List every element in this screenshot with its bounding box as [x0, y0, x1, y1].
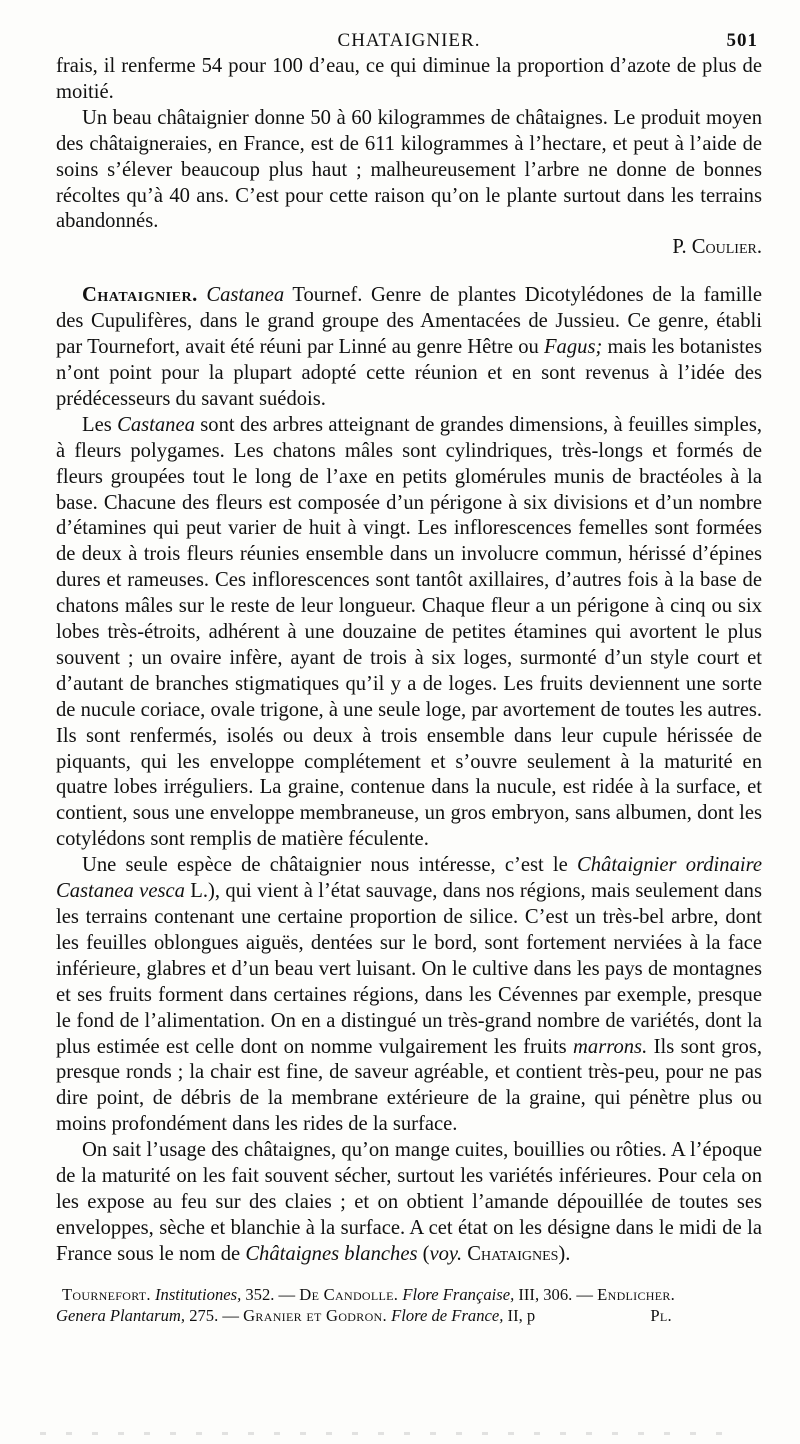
entry-text: On sait l’usage des châtaignes, qu’on mange cuites, bouillies ou rôties. A l’époque de la maturité on les fait souvent sécher, surtout les variétés inférieures. Pour cela on les expose au feu sur des claies ; et on obtient l’amande dépouillée de toutes ses enveloppes, sèche et blanchie à la surface. A cet état on les désigne dans le midi de la France sous le nom de	[56, 1139, 762, 1265]
reference-work: Genera Plantarum,	[56, 1305, 186, 1325]
bibliography-line-1	[56, 1284, 762, 1305]
entry-text: L.), qui vient à l’état sauvage, dans nos régions, mais seulement dans les terrains contenant une certaine proportion de silice. C’est un très-bel arbre, dont les feuilles oblongues aiguës, dentées sur le bord, sont fortement nerviées à la face inférieure, glabres et d’un beau vert luisant. On le cultive dans les pays de montagnes et ses fruits forment dans certaines régions, dans les Cévennes par exemple, presque le fond de l’alimentation. On en a distingué un très-grand nombre de variétés, dont la plus estimée est celle dont on nomme vulgairement les fruits	[56, 880, 762, 1058]
entry-text: Ils sont gros, presque ronds ; la chair est fine, de saveur agréable, et contient très-peu, pour ne pas dire point, de débris de la membrane extérieure de la graine, qui pénètre plus ou moins profondément dans les rides de la surface.	[56, 1035, 762, 1136]
bibliography-line-2	[56, 1305, 762, 1326]
reference-work: Flore de France,	[386, 1305, 504, 1325]
variety-name: marrons.	[573, 1035, 648, 1058]
cross-reference[interactable]: Chataignes	[462, 1242, 559, 1265]
reference-author: Endlicher.	[597, 1284, 676, 1304]
entry-text: ).	[558, 1242, 571, 1265]
entry-text: mais les botanistes n’ont point pour la plupart adopté cette réunion et en sont revenus à l’idée des prédécesseurs du savant suédois.	[56, 336, 762, 410]
reference-author: De Candolle.	[299, 1284, 399, 1304]
author-signature: P. Coulier.	[672, 236, 762, 259]
previous-entry-paragraph-2: Un beau châtaignier donne 50 à 60 kilogrammes de châtaignes. Le produit moyen des châtaigneraies, en France, est de 611 kilogrammes à l’hectare, et peut à l’aide de soins s’élever beaucoup plus haut ; malheureusement l’arbre ne donne de bonnes récoltes qu’à 40 ans. C’est pour cette raison qu’on le plante surtout dans les terrains abandonnés.	[56, 106, 762, 233]
bibliography	[56, 1284, 762, 1326]
entry-paragraph-3	[56, 853, 762, 1138]
page-number: 501	[726, 30, 758, 51]
running-title: CHATAIGNIER.	[337, 30, 481, 51]
entry-text: (	[417, 1242, 430, 1265]
entry-headword: Chataignier.	[82, 284, 198, 307]
reference-author: Tournefort.	[62, 1284, 151, 1304]
entry-separator	[56, 261, 762, 283]
scan-artifact	[40, 1432, 740, 1435]
genus-name: Castanea	[117, 413, 195, 436]
entry-text: Une seule espèce de châtaignier nous intéresse, c’est le	[82, 854, 577, 877]
reference-citation: II, p	[503, 1305, 536, 1325]
species-name: Châtaignier ordinaire Castanea vesca	[56, 854, 762, 903]
entry-paragraph-4	[56, 1138, 762, 1268]
entry-text: Tournef. Genre de plantes Dicotylédones de la famille des Cupulifères, dans le grand groupe des Amentacées de Jussieu. Ce genre, établi par Tournefort, avait été réuni par Linné au genre Hêtre ou	[56, 284, 762, 359]
product-name: Châtaignes blanches	[245, 1242, 418, 1265]
body-text	[56, 54, 762, 1268]
reference-citation: 275. —	[185, 1305, 244, 1325]
running-head	[56, 24, 762, 54]
entry-author-signature: Pl.	[650, 1305, 672, 1325]
reference-citation: 352. —	[241, 1284, 300, 1304]
previous-entry-signature	[56, 235, 762, 261]
reference-work: Flore Française,	[398, 1284, 515, 1304]
genus-name: Fagus;	[543, 336, 603, 359]
entry-paragraph-2	[56, 413, 762, 853]
entry-text: sont des arbres atteignant de grandes dimensions, à feuilles simples, à fleurs polygames. Les chatons mâles sont cylindriques, très-longs et formés de fleurs groupées tout le long de l’axe en petits glomérules munis de bractéoles à la base. Chacune des fleurs est composée d’un périgone à six divisions et d’un nombre d’étamines qui peut varier de huit à vingt. Les inflorescences femelles sont formées de deux à trois fleurs réunies ensemble dans un involucre commun, hérissé d’épines dures et rameuses. Ces inflorescences sont tantôt axillaires, d’autres fois à la base de chatons mâles sur le reste de leur longueur. Chaque fleur a un périgone à cinq ou six lobes très-étroits, adhérent à une douzaine de petites étamines qui avortent le plus souvent ; un ovaire infère, ayant de trois à six loges, surmonté d’un style court et d’autant de branches stigmatiques qu’il y a de loges. Les fruits deviennent une sorte de nucule coriace, ovale trigone, à une seule loge, par avortement de toutes les autres. Ils sont renfermés, isolés ou deux à trois ensemble dans leur cupule hérissée de piquants, qui les enveloppe complétement et s’ouvre seulement à la maturité en quatre lobes irréguliers. La graine, contenue dans la nucule, est ridée à la surface, et contient, sous une enveloppe membraneuse, un gros embryon, sans albumen, dont les cotylédons sont remplis de matière féculente.	[56, 413, 762, 851]
genus-name: Castanea	[206, 284, 285, 307]
previous-entry-paragraph-1: frais, il renferme 54 pour 100 d’eau, ce qui diminue la proportion d’azote de plus de moitié.	[56, 55, 762, 103]
reference-author: Granier et Godron.	[243, 1305, 387, 1325]
cross-reference-marker: voy.	[429, 1242, 463, 1265]
entry-paragraph-1	[56, 283, 762, 413]
reference-work: Institutiones,	[150, 1284, 242, 1304]
entry-text: Les	[82, 413, 118, 436]
bibliography-line-2-text	[56, 1305, 535, 1326]
reference-citation: III, 306. —	[514, 1284, 598, 1304]
